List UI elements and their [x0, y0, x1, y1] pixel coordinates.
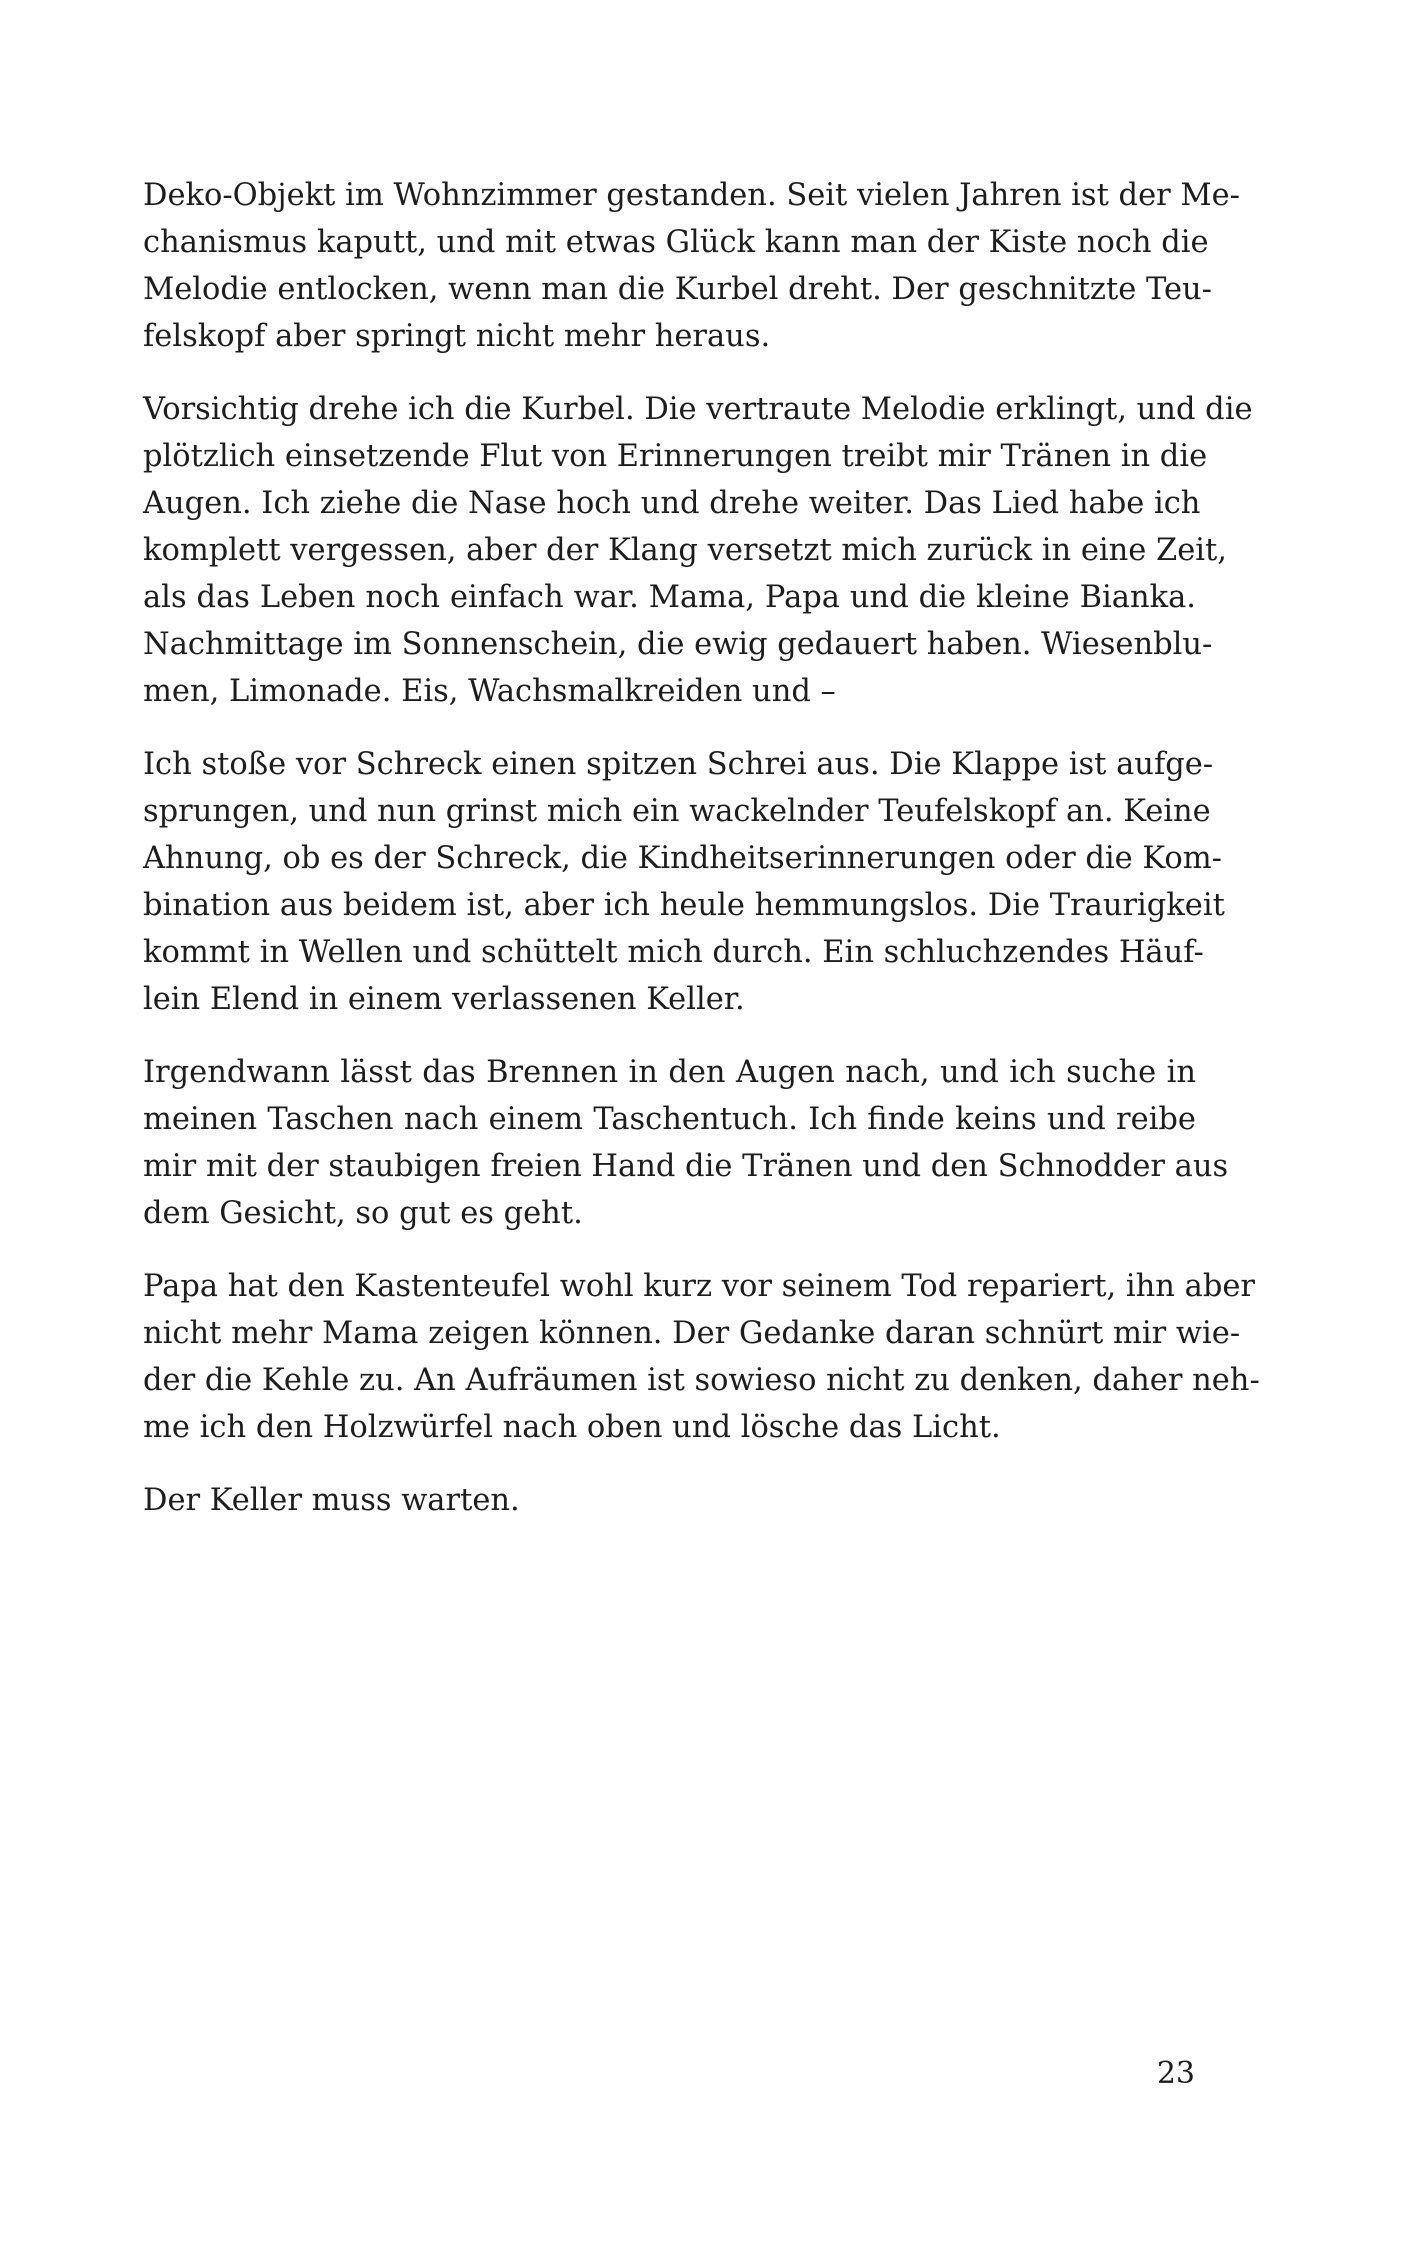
text-line: Melodie entlocken, wenn man die Kurbel dreht. Der geschnitzte Teu- — [143, 272, 1212, 307]
text-line: men, Limonade. Eis, Wachsmalkreiden und – — [143, 674, 836, 709]
text-line: Deko-Objekt im Wohnzimmer gestanden. Seit vielen Jahren ist der Me- — [143, 178, 1240, 213]
text-line: Ahnung, ob es der Schreck, die Kindheitserinnerungen oder die Kom- — [143, 841, 1222, 876]
text-line: Der Keller muss warten. — [143, 1483, 520, 1518]
text-line: als das Leben noch einfach war. Mama, Papa und die kleine Bianka. — [143, 580, 1196, 615]
text-line: meinen Taschen nach einem Taschentuch. Ich finde keins und reibe — [143, 1102, 1196, 1137]
body-text — [143, 172, 1260, 1550]
text-line: chanismus kaputt, und mit etwas Glück kann man der Kiste noch die — [143, 225, 1209, 260]
text-line: der die Kehle zu. An Aufräumen ist sowieso nicht zu denken, daher neh- — [143, 1363, 1260, 1398]
text-line: bination aus beidem ist, aber ich heule hemmungslos. Die Traurigkeit — [143, 888, 1225, 923]
text-line: Vorsichtig drehe ich die Kurbel. Die vertraute Melodie erklingt, und die — [143, 392, 1253, 427]
paragraph — [143, 1049, 1229, 1237]
text-line: komplett vergessen, aber der Klang versetzt mich zurück in eine Zeit, — [143, 533, 1227, 568]
paragraph — [143, 386, 1253, 715]
text-line: Ich stoße vor Schreck einen spitzen Schrei aus. Die Klappe ist aufge- — [143, 747, 1214, 782]
text-line: sprungen, und nun grinst mich ein wackelnder Teufelskopf an. Keine — [143, 794, 1211, 829]
text-line: plötzlich einsetzende Flut von Erinnerungen treibt mir Tränen in die — [143, 439, 1208, 474]
text-line: Irgendwann lässt das Brennen in den Augen nach, und ich suche in — [143, 1055, 1196, 1090]
paragraph — [143, 741, 1225, 1023]
page-number: 23 — [1156, 2056, 1195, 2091]
paragraph — [143, 1263, 1260, 1451]
text-line: mir mit der staubigen freien Hand die Tränen und den Schnodder aus — [143, 1149, 1229, 1184]
text-line: lein Elend in einem verlassenen Keller. — [143, 982, 745, 1017]
text-line: nicht mehr Mama zeigen können. Der Gedanke daran schnürt mir wie- — [143, 1316, 1241, 1351]
text-line: Papa hat den Kastenteufel wohl kurz vor seinem Tod repariert, ihn aber — [143, 1269, 1255, 1304]
text-line: felskopf aber springt nicht mehr heraus. — [143, 319, 771, 354]
text-line: kommt in Wellen und schüttelt mich durch. Ein schluchzendes Häuf- — [143, 935, 1204, 970]
text-line: dem Gesicht, so gut es geht. — [143, 1196, 583, 1231]
paragraph — [143, 1477, 1196, 1524]
text-line: Augen. Ich ziehe die Nase hoch und drehe weiter. Das Lied habe ich — [143, 486, 1201, 521]
text-line: Nachmittage im Sonnenschein, die ewig gedauert haben. Wiesenblu- — [143, 627, 1213, 662]
text-line: me ich den Holzwürfel nach oben und lösche das Licht. — [143, 1410, 1001, 1445]
paragraph — [143, 172, 1240, 360]
